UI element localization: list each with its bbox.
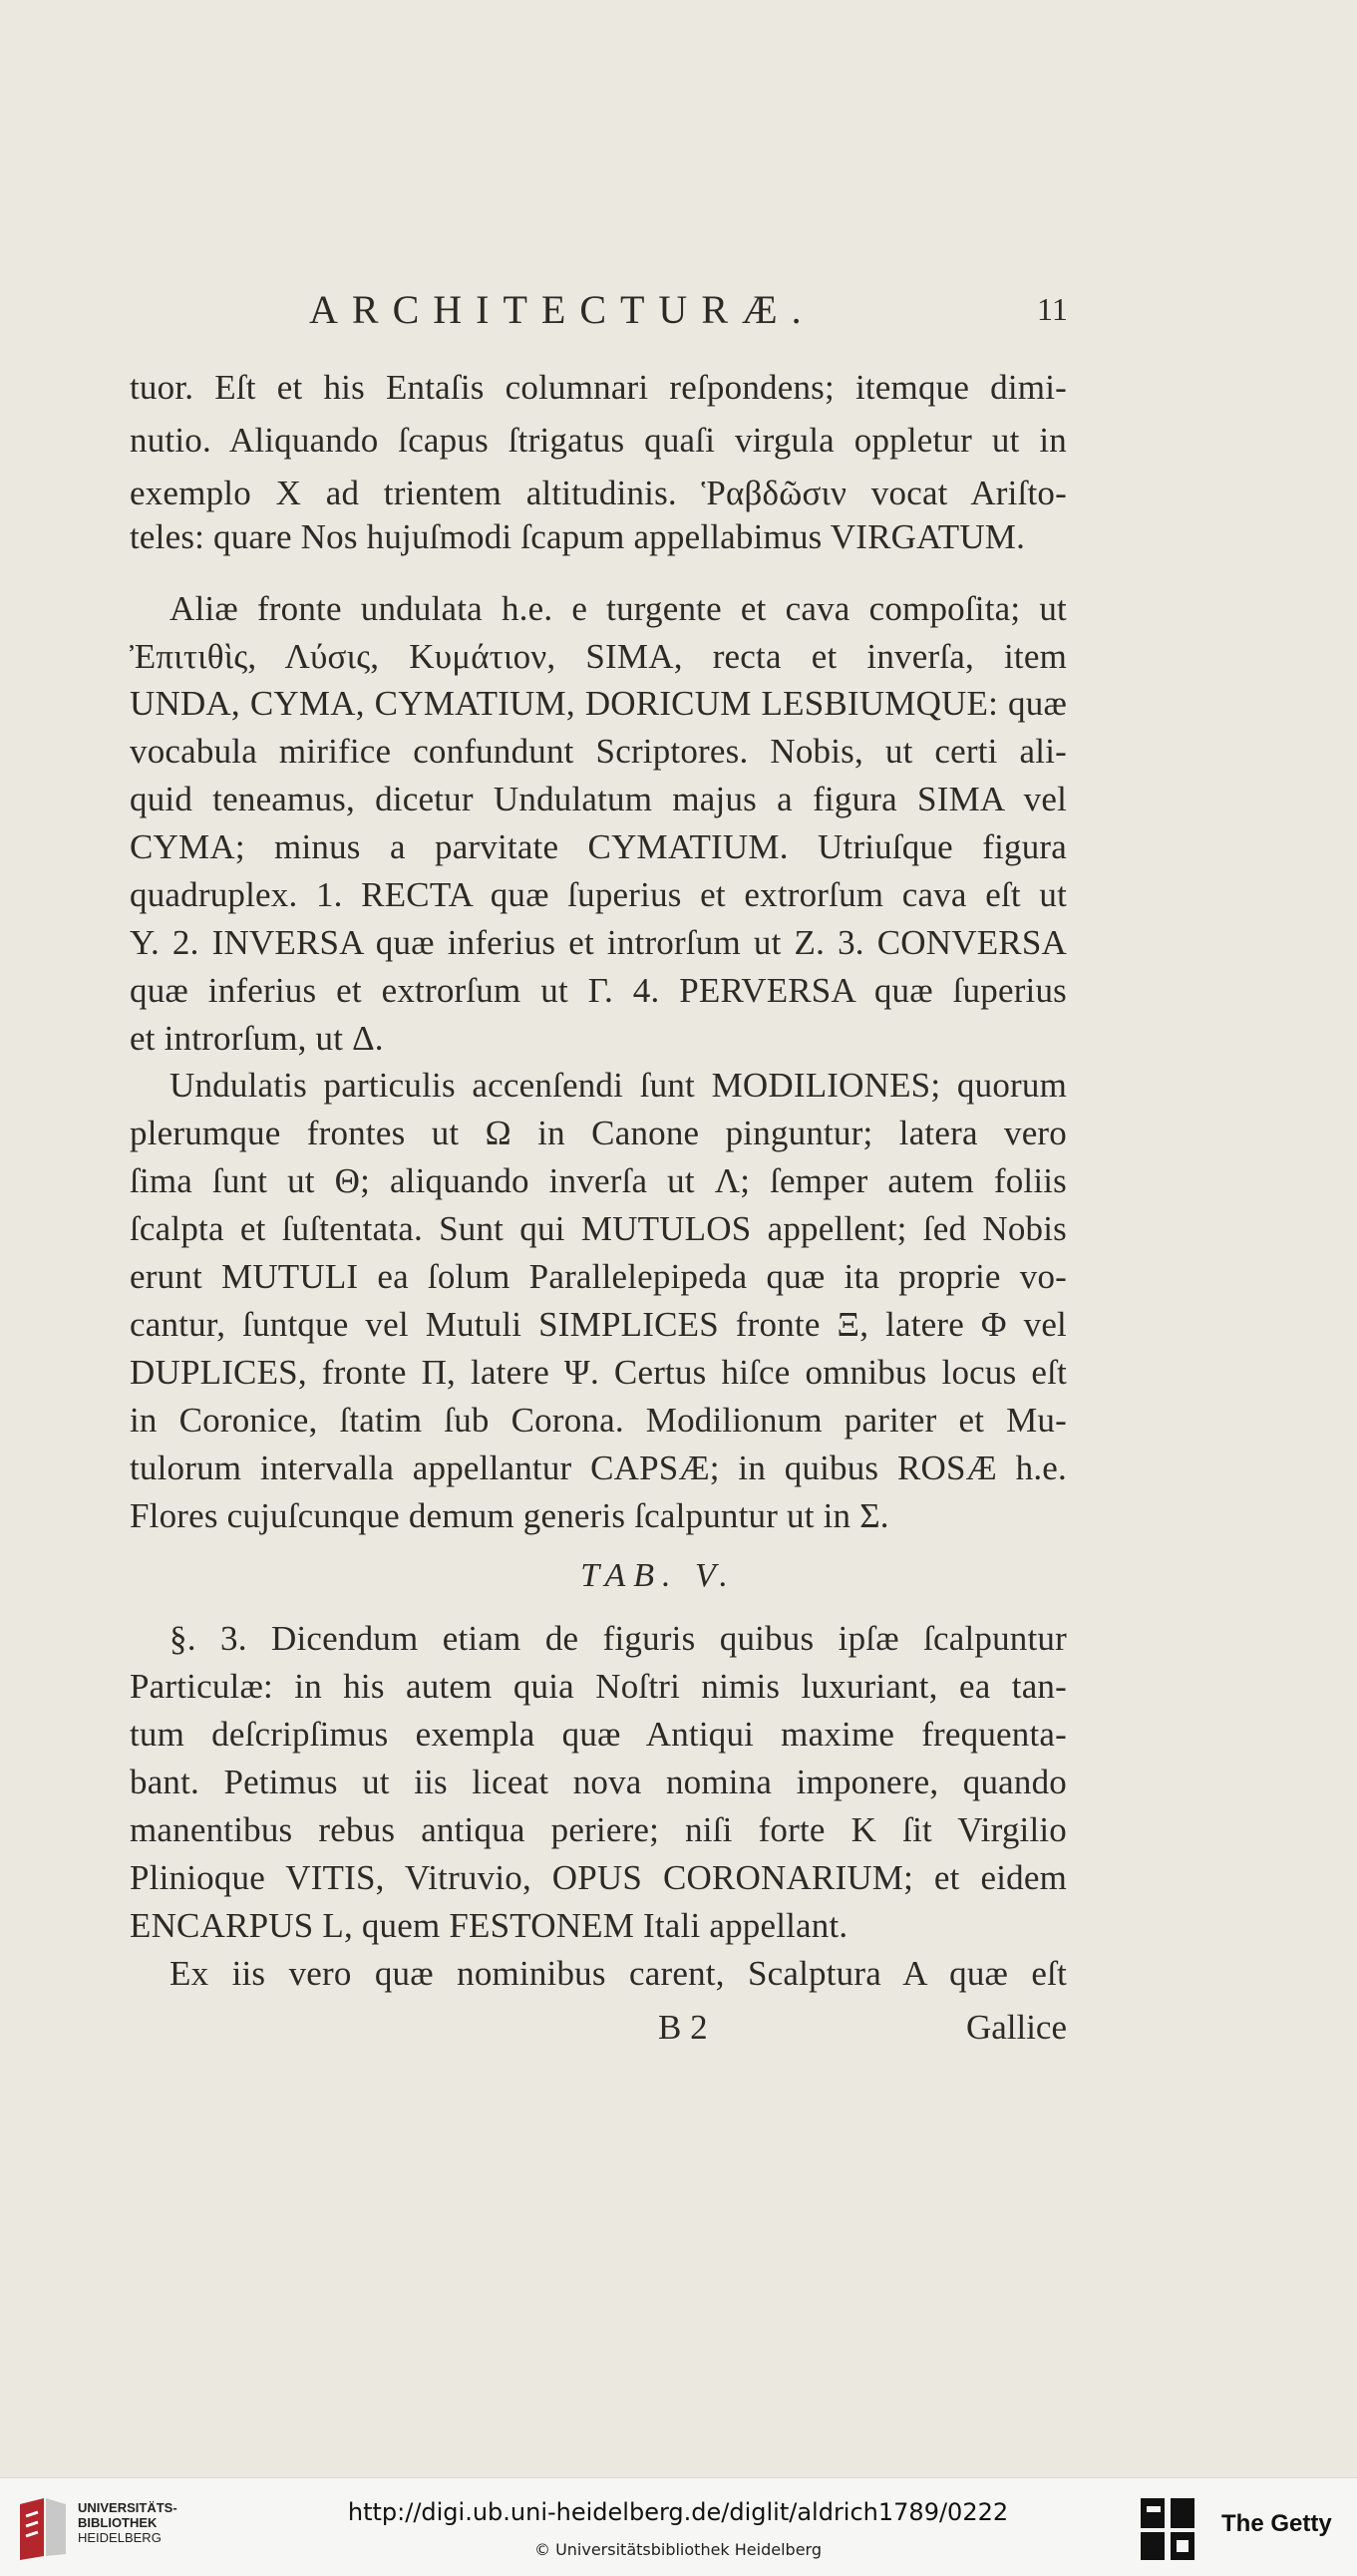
text-line: et introrſum, ut Δ. xyxy=(130,1019,384,1058)
text-line: quæ inferius et extrorſum ut Γ. 4. PERVERSA quæ ſuperius xyxy=(130,971,1067,1010)
text-line: cantur, ſuntque vel Mutuli SIMPLICES fronte Ξ, latere Φ vel xyxy=(130,1305,1067,1344)
text-line: erunt MUTULI ea ſolum Parallelepipeda quæ ita proprie vo- xyxy=(130,1257,1067,1296)
text-line: Undulatis particulis accenſendi ſunt MODILIONES; quorum xyxy=(170,1066,1067,1105)
text-line: Ex iis vero quæ nominibus carent, Scalptura A quæ eſt xyxy=(170,1954,1067,1993)
page-foot xyxy=(130,1999,1067,2057)
text-line: CYMA; minus a parvitate CYMATIUM. Utriuſque figura xyxy=(130,827,1067,866)
viewer-footer xyxy=(0,2477,1357,2576)
signature-mark: B 2 xyxy=(658,2008,708,2047)
permalink-url[interactable]: http://digi.ub.uni-heidelberg.de/diglit/aldrich1789/0222 xyxy=(347,2498,1009,2526)
text-line: Aliæ fronte undulata h.e. e turgente et cava compoſita; ut xyxy=(170,589,1067,628)
getty-partner-name: The Getty xyxy=(1221,2510,1332,2537)
text-line: tulorum intervalla appellantur CAPSÆ; in quibus ROSÆ h.e. xyxy=(130,1449,1067,1487)
text-line: DUPLICES, fronte Π, latere Ψ. Certus hiſce omnibus locus eſt xyxy=(130,1353,1067,1392)
text-line: quadruplex. 1. RECTA quæ ſuperius et extrorſum cava eſt ut xyxy=(130,875,1067,914)
text-line: Y. 2. INVERSA quæ inferius et introrſum ut Z. 3. CONVERSA xyxy=(130,923,1067,962)
text-line: ENCARPUS L, quem FESTONEM Itali appellant. xyxy=(130,1906,848,1945)
text-line: Ἐπιτιθὶς, Λύσις, Κυμάτιον, SIMA, recta et inverſa, item xyxy=(130,637,1067,676)
text-line: exemplo X ad trientem altitudinis. Ῥαβδῶσιν vocat Ariſto- xyxy=(130,474,1067,512)
getty-logo-icon xyxy=(1137,2494,1198,2564)
text-line: bant. Petimus ut iis liceat nova nomina imponere, quando xyxy=(130,1763,1067,1801)
text-line: ſima ſunt ut Θ; aliquando inverſa ut Λ; ſemper autem foliis xyxy=(130,1161,1067,1200)
text-line: teles: quare Nos hujuſmodi ſcapum appellabimus VIRGATUM. xyxy=(130,517,1026,556)
text-line: Flores cujuſcunque demum generis ſcalpuntur ut in Σ. xyxy=(130,1496,889,1535)
section-heading: TAB. V. xyxy=(580,1557,736,1594)
text-line: tum deſcripſimus exempla quæ Antiqui maxime frequenta- xyxy=(130,1715,1067,1754)
text-line: ſcalpta et ſuſtentata. Sunt qui MUTULOS appellent; ſed Nobis xyxy=(130,1209,1067,1248)
text-line: UNDA, CYMA, CYMATIUM, DORICUM LESBIUMQUE: quæ xyxy=(130,684,1067,723)
text-line: Particulæ: in his autem quia Noſtri nimis luxuriant, ea tan- xyxy=(130,1667,1067,1706)
text-line: Plinioque VITIS, Vitruvio, OPUS CORONARIUM; et eidem xyxy=(130,1858,1067,1897)
university-seal-icon xyxy=(14,2496,70,2562)
copyright-notice: © Universitätsbibliothek Heidelberg xyxy=(533,2540,822,2559)
text-line: §. 3. Dicendum etiam de figuris quibus ipſæ ſcalpuntur xyxy=(170,1619,1067,1658)
text-line: tuor. Eſt et his Entaſis columnari reſpondens; itemque dimi- xyxy=(130,368,1067,407)
page-number: 11 xyxy=(1037,291,1068,327)
text-line: quid teneamus, dicetur Undulatum majus a figura SIMA vel xyxy=(130,780,1067,818)
catchword: Gallice xyxy=(965,2008,1067,2047)
library-name: UNIVERSITÄTS- BIBLIOTHEK HEIDELBERG xyxy=(78,2500,177,2545)
running-head: ARCHITECTURÆ. xyxy=(309,287,816,332)
text-line: nutio. Aliquando ſcapus ſtrigatus quaſi virgula oppletur ut in xyxy=(130,421,1067,460)
text-line: manentibus rebus antiqua periere; niſi forte K ſit Virgilio xyxy=(130,1810,1067,1849)
text-line: plerumque frontes ut Ω in Canone pinguntur; latera vero xyxy=(130,1114,1067,1152)
text-line: vocabula mirifice confundunt Scriptores. Nobis, ut certi ali- xyxy=(130,732,1067,771)
text-line: in Coronice, ſtatim ſub Corona. Modilionum pariter et Mu- xyxy=(130,1401,1067,1440)
